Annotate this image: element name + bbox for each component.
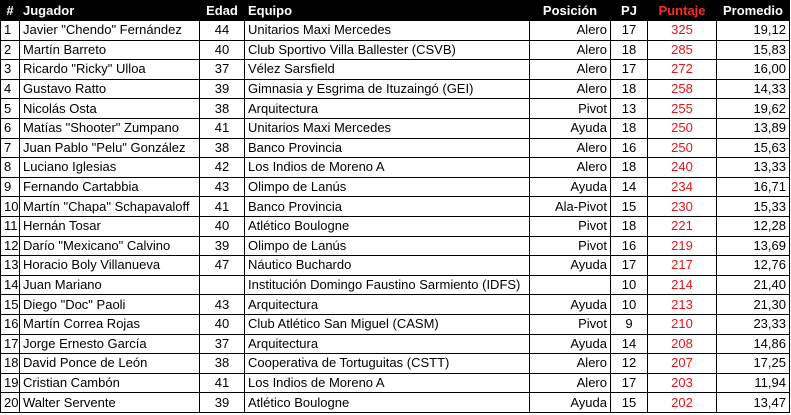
cell-posicion xyxy=(530,275,611,295)
cell-num: 17 xyxy=(1,334,20,354)
cell-pj: 18 xyxy=(611,118,648,138)
cell-equipo: Banco Provincia xyxy=(245,197,530,217)
cell-equipo: Club Sportivo Villa Ballester (CSVB) xyxy=(245,40,530,60)
cell-posicion: Alero xyxy=(530,373,611,393)
cell-num: 20 xyxy=(1,393,20,413)
cell-jugador: Hernán Tosar xyxy=(20,216,200,236)
cell-num: 18 xyxy=(1,354,20,374)
cell-equipo: Los Indios de Moreno A xyxy=(245,158,530,178)
cell-num: 14 xyxy=(1,275,20,295)
cell-promedio: 13,33 xyxy=(717,158,790,178)
cell-jugador: Jorge Ernesto García xyxy=(20,334,200,354)
table-row xyxy=(1,79,790,99)
cell-num: 2 xyxy=(1,40,20,60)
cell-puntaje: 258 xyxy=(648,79,717,99)
cell-equipo: Los Indios de Moreno A xyxy=(245,373,530,393)
cell-jugador: Horacio Boly Villanueva xyxy=(20,256,200,276)
table-row xyxy=(1,354,790,374)
cell-equipo: Unitarios Maxi Mercedes xyxy=(245,118,530,138)
cell-jugador: Gustavo Ratto xyxy=(20,79,200,99)
cell-jugador: Diego "Doc" Paoli xyxy=(20,295,200,315)
header-pj: PJ xyxy=(611,1,648,21)
cell-num: 15 xyxy=(1,295,20,315)
table-row xyxy=(1,295,790,315)
cell-pj: 17 xyxy=(611,60,648,80)
cell-puntaje: 208 xyxy=(648,334,717,354)
cell-posicion: Alero xyxy=(530,138,611,158)
cell-equipo: Club Atlético San Miguel (CASM) xyxy=(245,314,530,334)
cell-jugador: Matías "Shooter" Zumpano xyxy=(20,118,200,138)
cell-num: 9 xyxy=(1,177,20,197)
cell-equipo: Arquitectura xyxy=(245,295,530,315)
cell-posicion: Alero xyxy=(530,21,611,41)
header-puntaje: Puntaje xyxy=(648,1,717,21)
cell-posicion: Pivot xyxy=(530,216,611,236)
cell-posicion: Pivot xyxy=(530,314,611,334)
cell-pj: 18 xyxy=(611,158,648,178)
cell-edad: 37 xyxy=(200,334,245,354)
cell-edad: 40 xyxy=(200,40,245,60)
cell-puntaje: 207 xyxy=(648,354,717,374)
cell-promedio: 14,33 xyxy=(717,79,790,99)
cell-promedio: 15,63 xyxy=(717,138,790,158)
cell-edad: 39 xyxy=(200,393,245,413)
cell-pj: 18 xyxy=(611,79,648,99)
cell-edad: 38 xyxy=(200,354,245,374)
cell-puntaje: 250 xyxy=(648,138,717,158)
cell-num: 16 xyxy=(1,314,20,334)
cell-promedio: 13,69 xyxy=(717,236,790,256)
header-promedio: Promedio xyxy=(717,1,790,21)
cell-jugador: Luciano Iglesias xyxy=(20,158,200,178)
cell-edad: 44 xyxy=(200,21,245,41)
cell-promedio: 21,30 xyxy=(717,295,790,315)
cell-equipo: Vélez Sarsfield xyxy=(245,60,530,80)
cell-posicion: Pivot xyxy=(530,99,611,119)
cell-puntaje: 255 xyxy=(648,99,717,119)
cell-posicion: Ayuda xyxy=(530,295,611,315)
cell-edad: 38 xyxy=(200,99,245,119)
table-row xyxy=(1,275,790,295)
cell-promedio: 13,89 xyxy=(717,118,790,138)
cell-promedio: 14,86 xyxy=(717,334,790,354)
cell-posicion: Ayuda xyxy=(530,177,611,197)
header-num: # xyxy=(1,1,20,21)
cell-posicion: Ala-Pivot xyxy=(530,197,611,217)
cell-pj: 16 xyxy=(611,236,648,256)
cell-jugador: Javier "Chendo" Fernández xyxy=(20,21,200,41)
cell-pj: 17 xyxy=(611,256,648,276)
cell-promedio: 13,47 xyxy=(717,393,790,413)
header-edad: Edad xyxy=(200,1,245,21)
cell-equipo: Banco Provincia xyxy=(245,138,530,158)
cell-num: 4 xyxy=(1,79,20,99)
cell-jugador: Ricardo "Ricky" Ulloa xyxy=(20,60,200,80)
cell-edad: 43 xyxy=(200,177,245,197)
cell-num: 19 xyxy=(1,373,20,393)
cell-pj: 10 xyxy=(611,275,648,295)
cell-equipo: Olimpo de Lanús xyxy=(245,236,530,256)
cell-edad: 37 xyxy=(200,60,245,80)
table-row xyxy=(1,373,790,393)
cell-num: 8 xyxy=(1,158,20,178)
cell-jugador: Juan Pablo "Pelu" González xyxy=(20,138,200,158)
cell-num: 1 xyxy=(1,21,20,41)
cell-puntaje: 325 xyxy=(648,21,717,41)
table-row xyxy=(1,40,790,60)
header-posicion: Posición xyxy=(530,1,611,21)
cell-equipo: Unitarios Maxi Mercedes xyxy=(245,21,530,41)
cell-edad: 40 xyxy=(200,314,245,334)
cell-pj: 16 xyxy=(611,138,648,158)
table-row xyxy=(1,177,790,197)
cell-equipo: Náutico Buchardo xyxy=(245,256,530,276)
cell-posicion: Alero xyxy=(530,79,611,99)
cell-equipo: Atlético Boulogne xyxy=(245,393,530,413)
header-row xyxy=(1,1,790,21)
table-row xyxy=(1,21,790,41)
cell-edad: 41 xyxy=(200,373,245,393)
table-row xyxy=(1,197,790,217)
cell-edad: 39 xyxy=(200,79,245,99)
cell-puntaje: 219 xyxy=(648,236,717,256)
cell-equipo: Institución Domingo Faustino Sarmiento (IDFS) xyxy=(245,275,530,295)
cell-jugador: Martín Correa Rojas xyxy=(20,314,200,334)
cell-edad xyxy=(200,275,245,295)
cell-equipo: Atlético Boulogne xyxy=(245,216,530,236)
table-row xyxy=(1,334,790,354)
cell-pj: 14 xyxy=(611,177,648,197)
cell-posicion: Pivot xyxy=(530,236,611,256)
cell-jugador: David Ponce de León xyxy=(20,354,200,374)
cell-edad: 47 xyxy=(200,256,245,276)
cell-posicion: Ayuda xyxy=(530,334,611,354)
cell-num: 5 xyxy=(1,99,20,119)
cell-num: 12 xyxy=(1,236,20,256)
cell-puntaje: 213 xyxy=(648,295,717,315)
cell-promedio: 19,62 xyxy=(717,99,790,119)
cell-promedio: 21,40 xyxy=(717,275,790,295)
cell-edad: 41 xyxy=(200,118,245,138)
cell-promedio: 23,33 xyxy=(717,314,790,334)
cell-jugador: Walter Servente xyxy=(20,393,200,413)
cell-pj: 18 xyxy=(611,40,648,60)
cell-puntaje: 250 xyxy=(648,118,717,138)
cell-jugador: Juan Mariano xyxy=(20,275,200,295)
cell-edad: 42 xyxy=(200,158,245,178)
cell-posicion: Alero xyxy=(530,354,611,374)
table-row xyxy=(1,314,790,334)
table-row xyxy=(1,393,790,413)
cell-equipo: Arquitectura xyxy=(245,99,530,119)
table-row xyxy=(1,138,790,158)
cell-jugador: Fernando Cartabbia xyxy=(20,177,200,197)
cell-jugador: Martín "Chapa" Schapavaloff xyxy=(20,197,200,217)
cell-promedio: 16,71 xyxy=(717,177,790,197)
cell-promedio: 12,28 xyxy=(717,216,790,236)
cell-edad: 43 xyxy=(200,295,245,315)
cell-edad: 40 xyxy=(200,216,245,236)
table-row xyxy=(1,256,790,276)
cell-posicion: Alero xyxy=(530,40,611,60)
cell-promedio: 15,33 xyxy=(717,197,790,217)
cell-pj: 17 xyxy=(611,373,648,393)
table-row xyxy=(1,118,790,138)
cell-pj: 10 xyxy=(611,295,648,315)
cell-puntaje: 234 xyxy=(648,177,717,197)
cell-pj: 18 xyxy=(611,216,648,236)
table-row xyxy=(1,236,790,256)
cell-jugador: Darío "Mexicano" Calvino xyxy=(20,236,200,256)
cell-jugador: Martín Barreto xyxy=(20,40,200,60)
cell-promedio: 19,12 xyxy=(717,21,790,41)
cell-edad: 38 xyxy=(200,138,245,158)
cell-posicion: Alero xyxy=(530,158,611,178)
table-row xyxy=(1,158,790,178)
cell-promedio: 17,25 xyxy=(717,354,790,374)
header-equipo: Equipo xyxy=(245,1,530,21)
header-jugador: Jugador xyxy=(20,1,200,21)
cell-edad: 41 xyxy=(200,197,245,217)
cell-posicion: Ayuda xyxy=(530,118,611,138)
cell-num: 13 xyxy=(1,256,20,276)
cell-puntaje: 214 xyxy=(648,275,717,295)
cell-puntaje: 272 xyxy=(648,60,717,80)
table-row xyxy=(1,216,790,236)
cell-puntaje: 221 xyxy=(648,216,717,236)
cell-jugador: Cristian Cambón xyxy=(20,373,200,393)
cell-num: 7 xyxy=(1,138,20,158)
table-row xyxy=(1,99,790,119)
cell-pj: 15 xyxy=(611,197,648,217)
cell-promedio: 16,00 xyxy=(717,60,790,80)
cell-puntaje: 285 xyxy=(648,40,717,60)
cell-num: 11 xyxy=(1,216,20,236)
cell-num: 6 xyxy=(1,118,20,138)
cell-promedio: 11,94 xyxy=(717,373,790,393)
cell-pj: 9 xyxy=(611,314,648,334)
cell-puntaje: 202 xyxy=(648,393,717,413)
cell-equipo: Arquitectura xyxy=(245,334,530,354)
cell-puntaje: 230 xyxy=(648,197,717,217)
table-row xyxy=(1,60,790,80)
cell-pj: 13 xyxy=(611,99,648,119)
cell-promedio: 12,76 xyxy=(717,256,790,276)
cell-jugador: Nicolás Osta xyxy=(20,99,200,119)
cell-puntaje: 240 xyxy=(648,158,717,178)
cell-equipo: Olimpo de Lanús xyxy=(245,177,530,197)
cell-puntaje: 210 xyxy=(648,314,717,334)
cell-puntaje: 203 xyxy=(648,373,717,393)
cell-num: 3 xyxy=(1,60,20,80)
cell-puntaje: 217 xyxy=(648,256,717,276)
cell-posicion: Alero xyxy=(530,60,611,80)
cell-equipo: Gimnasia y Esgrima de Ituzaingó (GEI) xyxy=(245,79,530,99)
cell-posicion: Ayuda xyxy=(530,393,611,413)
cell-pj: 15 xyxy=(611,393,648,413)
cell-promedio: 15,83 xyxy=(717,40,790,60)
cell-pj: 17 xyxy=(611,21,648,41)
cell-posicion: Ayuda xyxy=(530,256,611,276)
cell-pj: 14 xyxy=(611,334,648,354)
cell-equipo: Cooperativa de Tortuguitas (CSTT) xyxy=(245,354,530,374)
cell-edad: 39 xyxy=(200,236,245,256)
cell-pj: 12 xyxy=(611,354,648,374)
cell-num: 10 xyxy=(1,197,20,217)
